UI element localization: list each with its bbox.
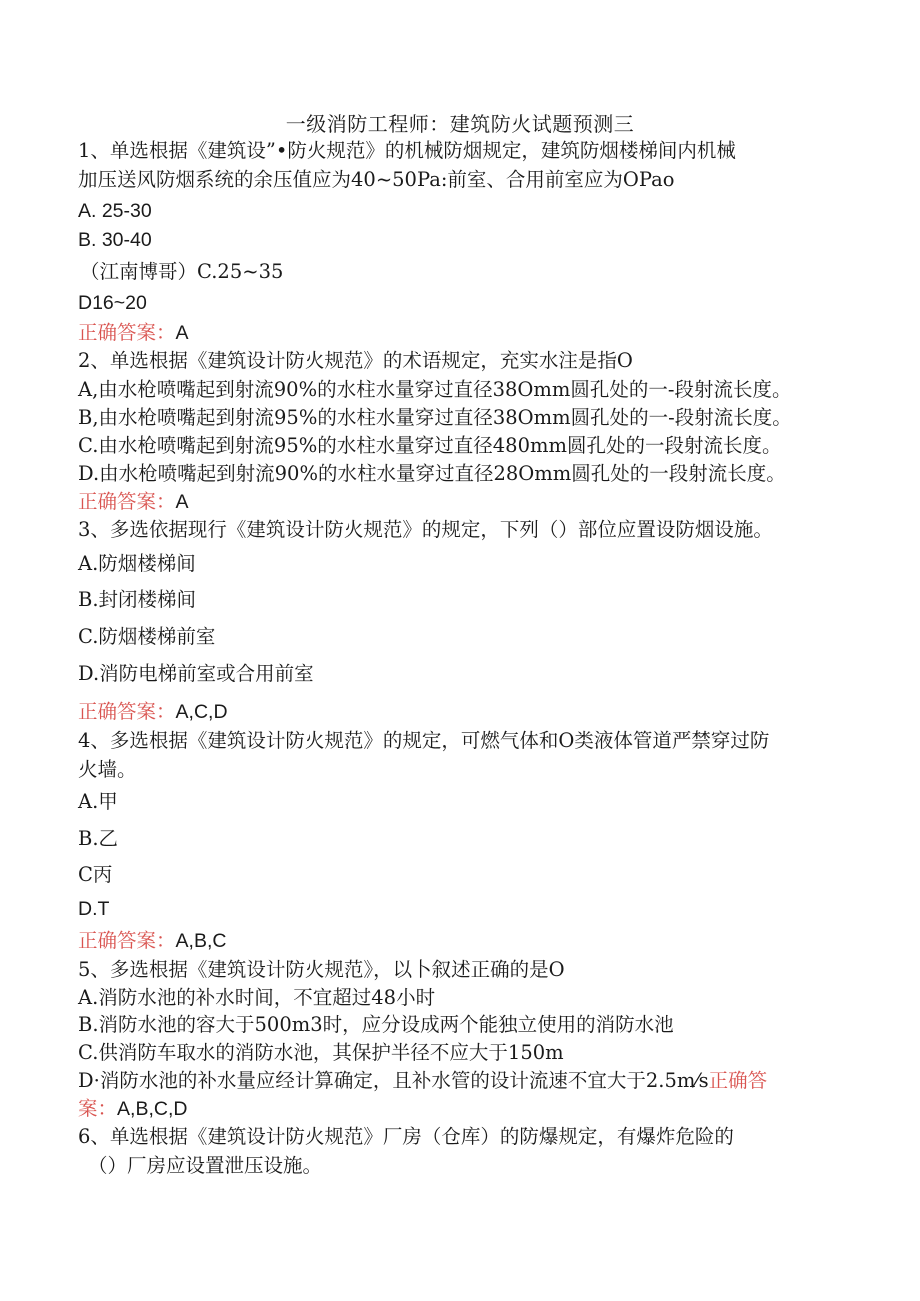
question-4-option-c: C丙 — [78, 863, 113, 886]
answer-label-part2: 案： — [78, 1097, 118, 1120]
answer-label-part1: 正确答 — [708, 1069, 768, 1092]
answer-value: A,B,C — [175, 930, 227, 952]
question-2-answer — [78, 489, 189, 515]
question-1-option-c: （江南博哥）C.25~35 — [80, 260, 284, 283]
question-5-option-d-with-answer — [78, 1068, 767, 1094]
answer-label: 正确答案： — [78, 700, 176, 723]
answer-value: A,C,D — [175, 701, 228, 723]
question-6-stem-line2: （）厂房应设置泄压设施。 — [88, 1154, 323, 1177]
question-4-option-b: B.乙 — [78, 827, 119, 850]
answer-label: 正确答案： — [78, 490, 176, 513]
question-1-stem-line1: 1、单选根据《建筑设”•防火规范》的机械防烟规定，建筑防烟楼梯间内机械 — [78, 139, 736, 162]
question-1-option-a: A. 25-30 — [78, 200, 152, 222]
question-4-option-a: A.甲 — [78, 790, 118, 813]
question-3-option-d: D.消防电梯前室或合用前室 — [78, 662, 314, 685]
question-5-stem: 5、多选根据《建筑设计防火规范》，以卜叙述正确的是O — [78, 958, 565, 981]
question-5-option-a: A.消防水池的补水时间，不宜超过48小时 — [78, 986, 436, 1009]
answer-label: 正确答案： — [78, 321, 176, 344]
question-1-option-d: D16~20 — [78, 292, 147, 314]
answer-value: A — [175, 322, 189, 344]
question-2-option-b: B,由水枪喷嘴起到射流95%的水柱水量穿过直径38Omm圆孔处的一-段射流长度。 — [78, 406, 792, 429]
question-1-option-b: B. 30-40 — [78, 229, 152, 251]
question-4-stem-line2: 火墙。 — [78, 758, 137, 781]
question-5-answer — [78, 1096, 187, 1122]
answer-value: A,B,C,D — [117, 1098, 188, 1120]
answer-label: 正确答案： — [78, 929, 176, 952]
question-6-stem-line1: 6、单选根据《建筑设计防火规范》厂房（仓库）的防爆规定，有爆炸危险的 — [78, 1125, 734, 1148]
answer-value: A — [175, 491, 189, 513]
question-1-stem-line2: 加压送风防烟系统的余压值应为40~50Pa:前室、合用前室应为OPao — [78, 168, 675, 191]
question-3-option-b: B.封闭楼梯间 — [78, 588, 197, 611]
question-5-option-d: D·消防水池的补水量应经计算确定，且补水管的设计流速不宜大于2.5m⁄s — [78, 1069, 709, 1092]
question-4-option-d: D.T — [78, 898, 110, 920]
question-3-option-c: C.防烟楼梯前室 — [78, 625, 216, 648]
question-2-option-a: A,由水枪喷嘴起到射流90%的水柱水量穿过直径38Omm圆孔处的一-段射流长度。 — [78, 378, 792, 401]
question-2-option-c: C.由水枪喷嘴起到射流95%的水柱水量穿过直径480mm圆孔处的一段射流长度。 — [78, 434, 782, 457]
question-3-answer — [78, 699, 228, 725]
question-4-answer — [78, 928, 226, 954]
question-3-option-a: A.防烟楼梯间 — [78, 552, 196, 575]
question-5-option-b: B.消防水池的容大于500m3时，应分设成两个能独立使用的消防水池 — [78, 1013, 674, 1036]
document-title: 一级消防工程师：建筑防火试题预测三 — [285, 112, 635, 136]
question-4-stem-line1: 4、多选根据《建筑设计防火规范》的规定，可燃气体和O类液体管道严禁穿过防 — [78, 729, 770, 752]
question-2-stem: 2、单选根据《建筑设计防火规范》的术语规定，充实水注是指O — [78, 349, 633, 372]
question-2-option-d: D.由水枪喷嘴起到射流90%的水柱水量穿过直径28Omm圆孔处的一段射流长度。 — [78, 462, 786, 485]
question-3-stem: 3、多选依据现行《建筑设计防火规范》的规定，下列（）部位应置设防烟设施。 — [78, 518, 773, 541]
question-5-option-c: C.供消防车取水的消防水池，其保护半径不应大于150m — [78, 1041, 564, 1064]
question-1-answer — [78, 320, 189, 346]
